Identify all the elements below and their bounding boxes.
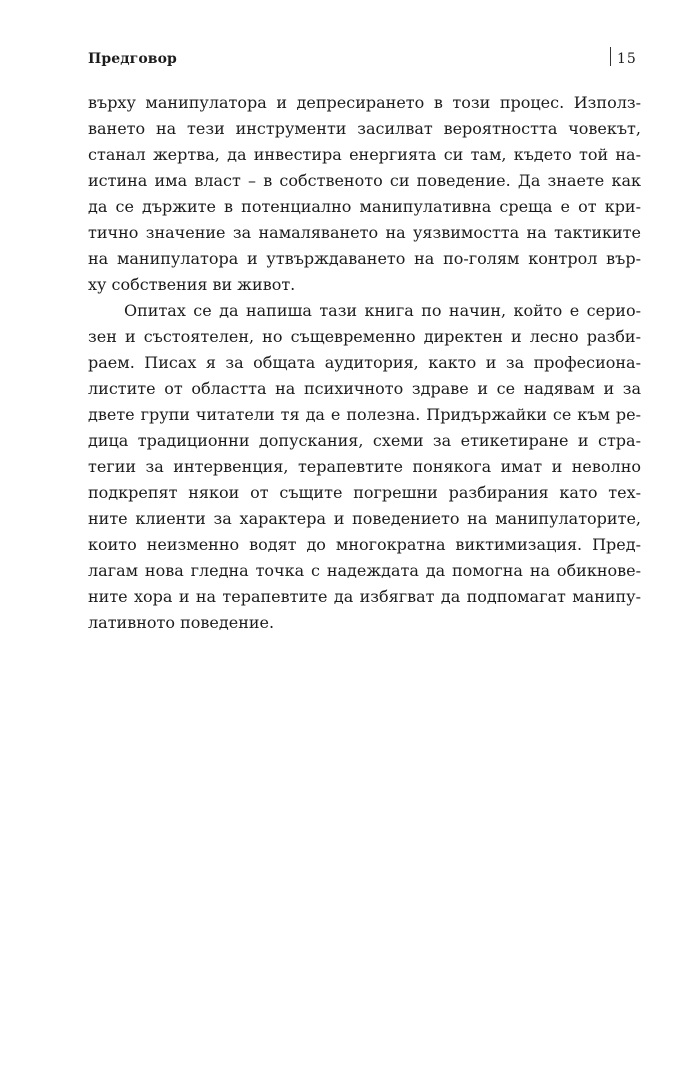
text-line: листите от областта на психичното здраве и се надявам и за [88, 379, 641, 398]
text-line: да се държите в потенциално манипулативна среща е от кри- [88, 197, 641, 216]
text-line: тегии за интервенция, терапевтите понякога имат и неволно [88, 457, 641, 476]
text-line: станал жертва, да инвестира енергията си там, където той на- [88, 145, 641, 164]
text-line: дица традиционни допускания, схеми за етикетиране и стра- [88, 431, 641, 450]
text-line: ху собствения ви живот. [88, 275, 296, 294]
text-line: ните клиенти за характера и поведението на манипулаторите, [88, 509, 641, 528]
text-line: истина има власт – в собственото си поведение. Да знаете как [88, 171, 641, 190]
text-line: лативното поведение. [88, 613, 275, 632]
text-line: двете групи читатели тя да е полезна. Придържайки се към ре- [88, 405, 641, 424]
text-line: ните хора и на терапевтите да избягват да подпомагат манипу- [88, 587, 641, 606]
text-line: на манипулатора и утвърждаването на по-голям контрол вър- [88, 249, 641, 268]
section-title: Предговор [88, 51, 177, 67]
body-text [88, 90, 641, 636]
page-number: 15 [617, 51, 637, 67]
text-line: раем. Писах я за общата аудитория, както и за професиона- [88, 353, 641, 372]
text-line: които неизменно водят до многократна виктимизация. Пред- [88, 535, 641, 554]
text-line: лагам нова гледна точка с надеждата да помогна на обикнове- [88, 561, 641, 580]
running-header [88, 47, 641, 73]
text-line: ването на тези инструменти засилват вероятността човекът, [88, 119, 641, 138]
text-line: върху манипулатора и депресирането в този процес. Използ- [88, 93, 641, 112]
text-line: зен и състоятелен, но същевременно директен и лесно разби- [88, 327, 641, 346]
text-line: подкрепят някои от същите погрешни разбирания като тех- [88, 483, 641, 502]
header-divider [610, 47, 611, 66]
text-line: Опитах се да напиша тази книга по начин, който е серио- [124, 301, 641, 320]
paragraph [88, 90, 641, 298]
paragraph [88, 298, 641, 636]
text-line: тично значение за намаляването на уязвимостта на тактиките [88, 223, 641, 242]
